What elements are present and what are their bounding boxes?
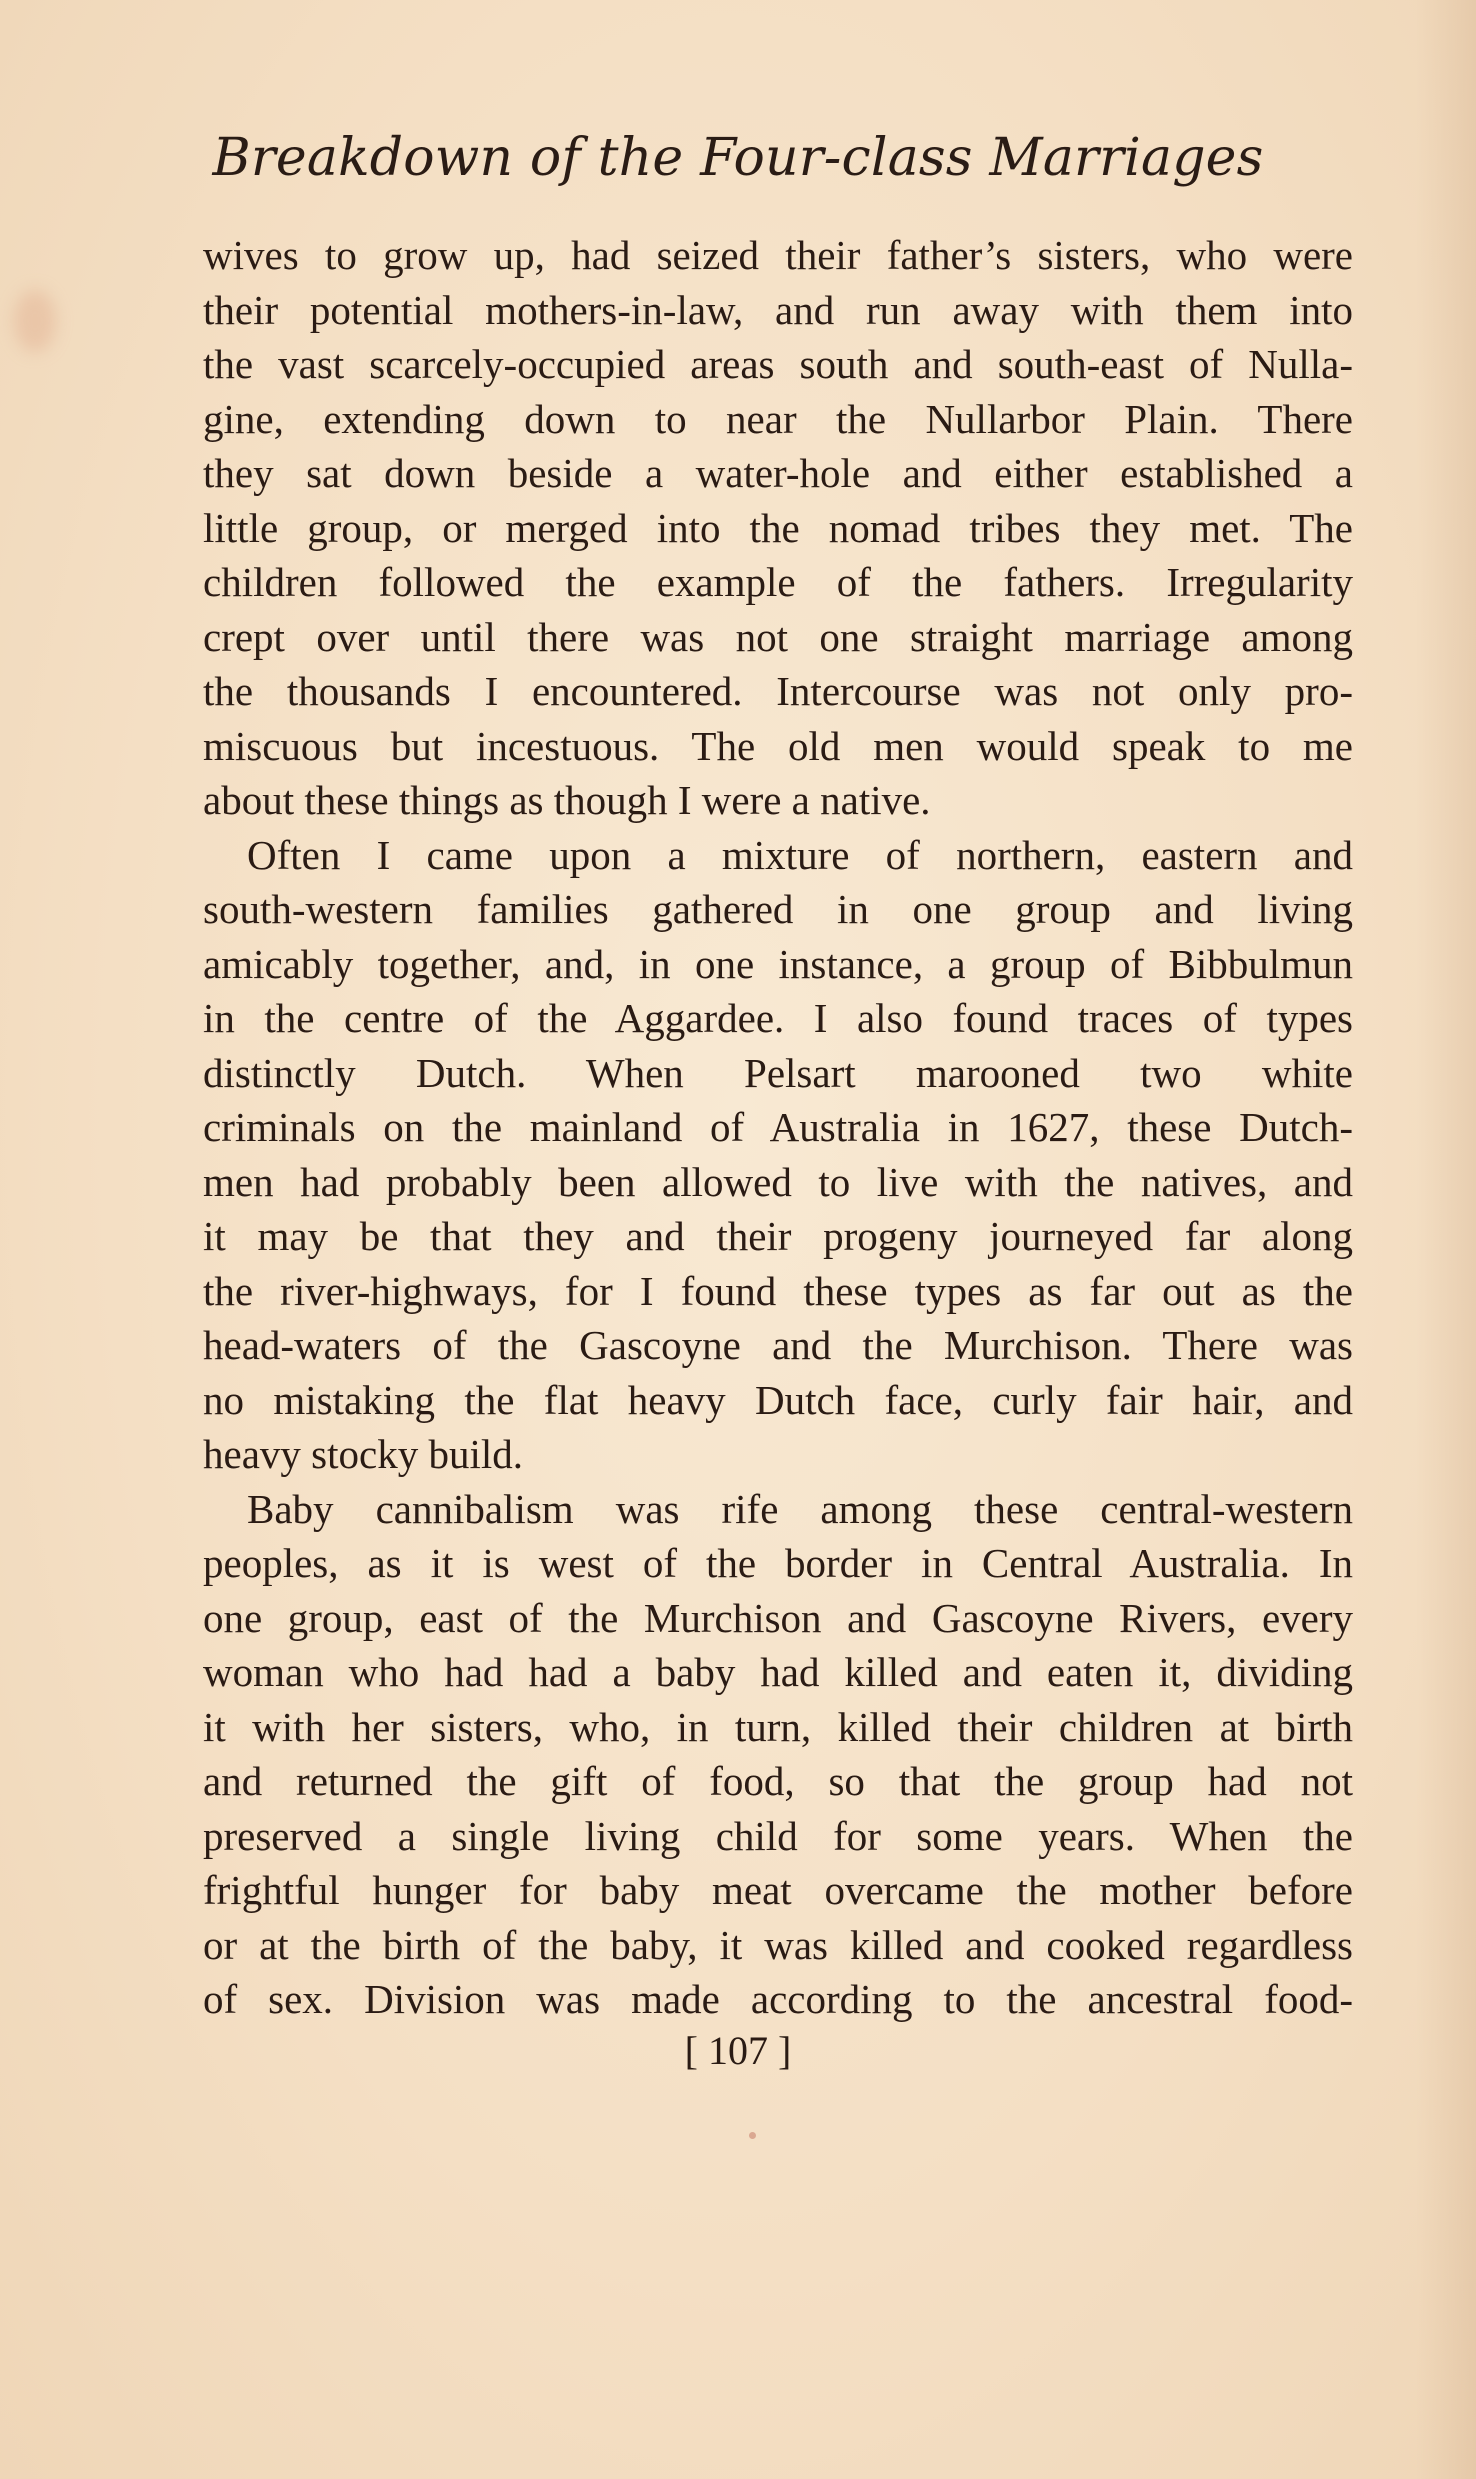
text-line: children followed the example of the fathers. Irregularity bbox=[203, 559, 1353, 605]
text-line: frightful hunger for baby meat overcame the mother before bbox=[203, 1867, 1353, 1913]
text-line: heavy stocky build. bbox=[203, 1431, 523, 1477]
text-line: men had probably been allowed to live with the natives, and bbox=[203, 1158, 1353, 1205]
text-line: one group, east of the Murchison and Gascoyne Rivers, every bbox=[203, 1594, 1353, 1641]
text-line: miscuous but incestuous. The old men would speak to me bbox=[203, 722, 1353, 769]
text-line: the thousands I encountered. Intercourse was not only pro- bbox=[203, 668, 1353, 714]
paragraph-2 bbox=[203, 828, 1353, 1482]
text-line: little group, or merged into the nomad tribes they met. The bbox=[203, 504, 1353, 551]
text-line: gine, extending down to near the Nullarbor Plain. There bbox=[203, 395, 1353, 442]
page-edge-shadow bbox=[1416, 0, 1476, 2479]
text-line: of sex. Division was made according to the ancestral food- bbox=[203, 1976, 1353, 2022]
page-number: [ 107 ] bbox=[684, 2028, 792, 2073]
paper-stain bbox=[14, 290, 56, 352]
text-line: preserved a single living child for some years. When the bbox=[203, 1812, 1353, 1859]
text-line: and returned the gift of food, so that the group had not bbox=[203, 1758, 1353, 1804]
paragraph-1 bbox=[203, 228, 1353, 828]
text-line: their potential mothers-in-law, and run away with them into bbox=[203, 286, 1353, 333]
text-line: amicably together, and, in one instance, a group of Bibbulmun bbox=[203, 940, 1353, 987]
page-body-text bbox=[203, 228, 1353, 2027]
text-line: Often I came upon a mixture of northern, eastern and bbox=[247, 831, 1353, 878]
text-line: distinctly Dutch. When Pelsart marooned two white bbox=[203, 1049, 1353, 1096]
text-line: south-western families gathered in one group and living bbox=[203, 886, 1353, 932]
text-line: it may be that they and their progeny journeyed far along bbox=[203, 1213, 1353, 1259]
text-line: the river-highways, for I found these types as far out as the bbox=[203, 1267, 1353, 1314]
text-line: Baby cannibalism was rife among these central-western bbox=[247, 1485, 1353, 1532]
text-line: no mistaking the flat heavy Dutch face, curly fair hair, and bbox=[203, 1376, 1353, 1423]
text-line: in the centre of the Aggardee. I also found traces of types bbox=[203, 995, 1353, 1041]
text-line: or at the birth of the baby, it was killed and cooked regardless bbox=[203, 1921, 1353, 1968]
text-line: they sat down beside a water-hole and either established a bbox=[203, 450, 1353, 496]
text-line: woman who had had a baby had killed and eaten it, dividing bbox=[203, 1649, 1353, 1695]
text-line: the vast scarcely-occupied areas south and south-east of Nulla- bbox=[203, 341, 1353, 387]
text-line: criminals on the mainland of Australia in 1627, these Dutch- bbox=[203, 1104, 1353, 1150]
text-line: peoples, as it is west of the border in Central Australia. In bbox=[203, 1540, 1353, 1586]
text-line: about these things as though I were a native. bbox=[203, 777, 931, 823]
paper-speck bbox=[749, 2132, 756, 2139]
text-line: wives to grow up, had seized their father’s sisters, who were bbox=[203, 232, 1353, 278]
text-line: crept over until there was not one straight marriage among bbox=[203, 613, 1353, 660]
text-line: head-waters of the Gascoyne and the Murchison. There was bbox=[203, 1322, 1353, 1368]
paragraph-3 bbox=[203, 1482, 1353, 2027]
text-line: it with her sisters, who, in turn, killed their children at birth bbox=[203, 1703, 1353, 1750]
running-head: Breakdown of the Four-class Marriages bbox=[212, 128, 1264, 188]
